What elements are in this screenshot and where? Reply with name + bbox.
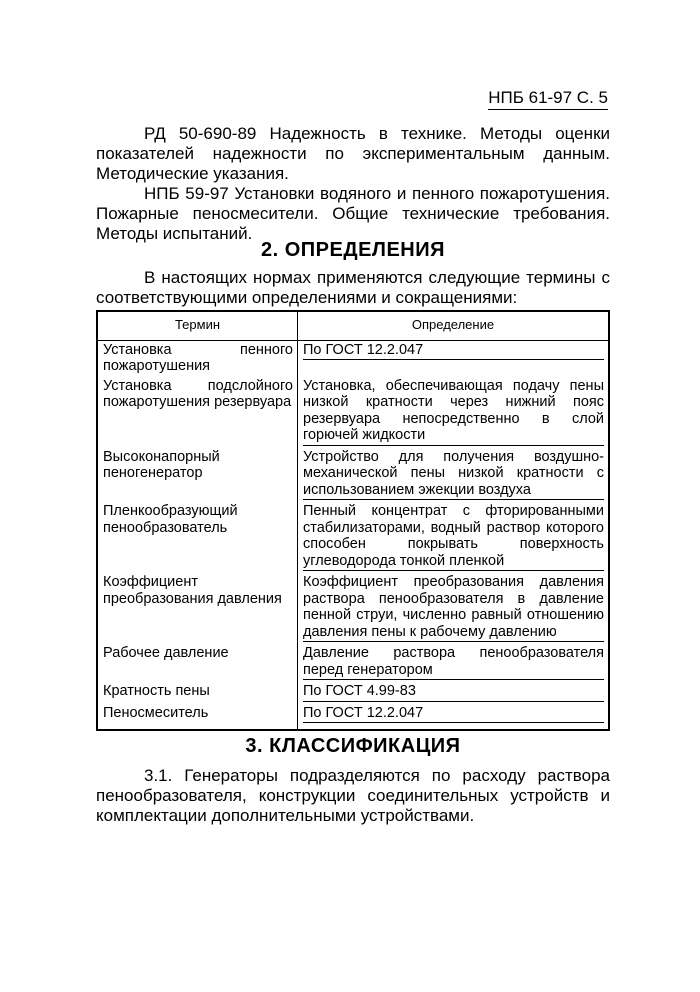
table-row (97, 682, 609, 704)
definition-cell: Коэффициент преобразования давления раствора пенообразователя в давление пенной струи, численно равный отношению давления пены к рабочему давлению (298, 573, 610, 644)
column-header-definition: Определение (298, 311, 610, 340)
table-row (97, 573, 609, 644)
table-row (97, 448, 609, 503)
definition-cell: По ГОСТ 4.99-83 (298, 682, 610, 704)
table-row (97, 644, 609, 682)
table-row (97, 502, 609, 573)
definitions-table (96, 310, 610, 731)
section-2-intro: В настоящих нормах применяются следующие термины с соответствующими определениями и сокращениями: (96, 268, 610, 307)
term-cell: Высоконапорный пеногенератор (97, 448, 298, 503)
term-cell: Установка пенного пожаротушения (97, 340, 298, 377)
table-row (97, 340, 609, 377)
term-cell: Пленкообразующий пенообразователь (97, 502, 298, 573)
reference-item: НПБ 59-97 Установки водяного и пенного пожаротушения. Пожарные пеносмесители. Общие технические требования. Методы испытаний. (96, 184, 610, 243)
section-2-title: 2. ОПРЕДЕЛЕНИЯ (260, 239, 445, 261)
column-header-term: Термин (97, 311, 298, 340)
section-3-title: 3. КЛАССИФИКАЦИЯ (245, 735, 461, 757)
term-cell: Кратность пены (97, 682, 298, 704)
section-3-text: 3.1. Генераторы подразделяются по расходу раствора пенообразователя, конструкции соединительных устройств и комплектации дополнительными устройствами. (96, 766, 610, 825)
term-cell: Пеносмеситель (97, 704, 298, 731)
term-cell: Коэффициент преобразования давления (97, 573, 298, 644)
term-cell: Установка подслойного пожаротушения резервуара (97, 377, 298, 448)
table-header-row (97, 311, 609, 340)
page-header: НПБ 61-97 С. 5 (488, 88, 608, 110)
definition-cell: Пенный концентрат с фторированными стабилизаторами, водный раствор которого способен покрывать поверхность углеводорода тонкой пленкой (298, 502, 610, 573)
definition-cell: Установка, обеспечивающая подачу пены низкой кратности через нижний пояс резервуара непосредственно в слой горючей жидкости (298, 377, 610, 448)
term-cell: Рабочее давление (97, 644, 298, 682)
definition-cell: По ГОСТ 12.2.047 (298, 704, 610, 731)
definition-cell: Устройство для получения воздушно-механической пены низкой кратности с использованием эжекции воздуха (298, 448, 610, 503)
definition-cell: По ГОСТ 12.2.047 (298, 340, 610, 377)
table-row (97, 377, 609, 448)
table-row (97, 704, 609, 731)
references-list (96, 124, 610, 244)
definition-cell: Давление раствора пенообразователя перед генератором (298, 644, 610, 682)
reference-item: РД 50-690-89 Надежность в технике. Методы оценки показателей надежности по экспериментальным данным. Методические указания. (96, 124, 610, 183)
